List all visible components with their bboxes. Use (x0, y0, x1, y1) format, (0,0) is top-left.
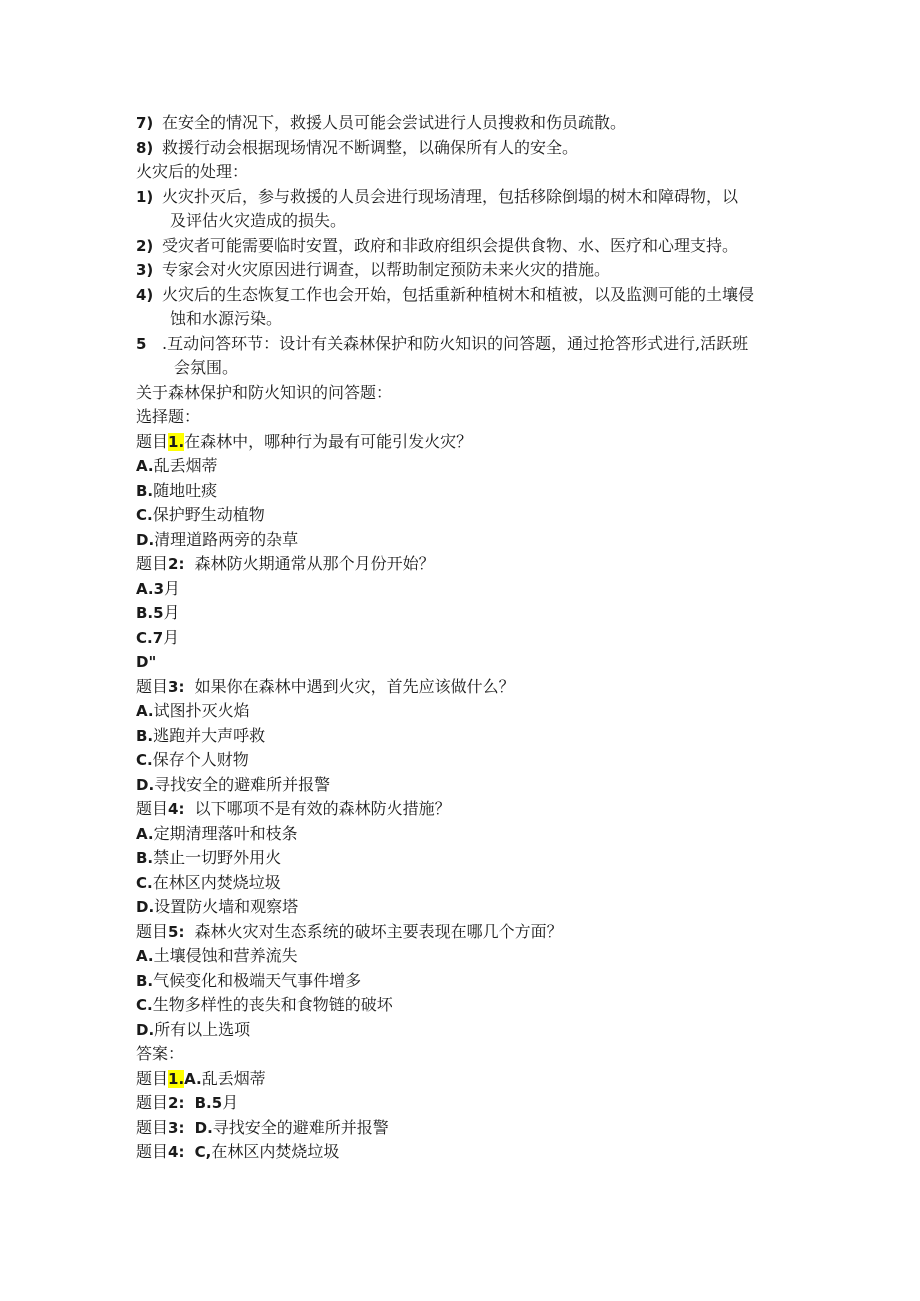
answer-row (136, 1067, 806, 1092)
option-text: 月 (164, 578, 181, 598)
option-letter: D. (136, 530, 155, 549)
option-letter: A.3 (136, 579, 165, 598)
answer-option (136, 969, 806, 994)
option-text: 定期清理落叶和枝条 (153, 823, 298, 843)
question-prefix: 题目 (136, 431, 169, 451)
option-letter: C. (136, 996, 153, 1014)
question-title (136, 675, 806, 700)
list-text-line-1: 火灾扑灭后，参与救援的人员会进行现场清理，包括移除倒塌的树木和障碍物，以 (162, 186, 739, 206)
question-number: 5: (168, 922, 185, 941)
option-letter: A. (136, 824, 154, 843)
question-title (136, 797, 806, 822)
answer-text: 乱丢烟蒂 (201, 1068, 266, 1088)
answer-row (136, 1116, 806, 1141)
answer-option (136, 724, 806, 749)
option-text: 生物多样性的丧失和食物链的破坏 (152, 995, 393, 1014)
option-text: 随地吐痰 (153, 480, 218, 500)
option-letter: D. (136, 898, 155, 916)
option-text: 月 (163, 603, 180, 622)
list-number: 3) (136, 261, 154, 279)
option-text: 寻找安全的避难所并报警 (154, 774, 331, 794)
document-body (136, 111, 806, 1165)
list-number: 1) (136, 187, 154, 206)
answer-row (136, 1140, 806, 1165)
answer-option (136, 699, 806, 724)
answer-list (136, 1067, 806, 1165)
option-text: 所有以上选项 (154, 1019, 251, 1039)
answer-option (136, 846, 806, 871)
answer-text: 月 (222, 1093, 239, 1112)
list-text-line-1: .互动问答环节：设计有关森林保护和防火知识的问答题，通过抢答形式进行,活跃班 (162, 333, 749, 353)
answer-option (136, 822, 806, 847)
answer-row (136, 1091, 806, 1116)
option-letter: C. (136, 506, 153, 524)
option-letter: C.7 (136, 628, 164, 647)
list-number: 8) (136, 138, 154, 157)
option-text: 禁止一切野外用火 (153, 848, 282, 867)
list-number: 2) (136, 236, 154, 255)
list-number: 4) (136, 285, 154, 304)
answer-option (136, 1018, 806, 1043)
option-text: 气候变化和极端天气事件增多 (153, 970, 362, 990)
option-letter: D. (136, 775, 155, 794)
answer-letter: A. (184, 1069, 202, 1088)
answer-option (136, 601, 806, 626)
answer-option (136, 577, 806, 602)
question-number: 2: (168, 555, 185, 573)
option-text: 土壤侵蚀和营养流失 (153, 946, 298, 965)
option-text: 在林区内焚烧垃圾 (152, 872, 281, 892)
list-item-after-fire-3 (136, 258, 806, 283)
question-text: 森林防火期通常从那个月份开始？ (194, 554, 435, 573)
answer-option (136, 454, 806, 479)
list-item-after-fire-1 (136, 185, 806, 234)
answer-number: 3: (168, 1118, 185, 1137)
list-text: 救援行动会根据现场情况不断调整，以确保所有人的安全。 (162, 137, 579, 157)
answer-option (136, 503, 806, 528)
list-text-line-2: 蚀和水源污染。 (170, 309, 283, 328)
option-letter: D. (136, 1020, 155, 1039)
option-letter: B. (136, 849, 154, 867)
answer-text: 在林区内焚烧垃圾 (211, 1142, 340, 1161)
option-letter: D" (136, 653, 157, 671)
list-number: 7) (136, 114, 154, 132)
option-text: 乱丢烟蒂 (153, 456, 218, 475)
question-list (136, 430, 806, 1043)
list-item-after-fire-2 (136, 234, 806, 259)
answer-option (136, 944, 806, 969)
question-title (136, 552, 806, 577)
answer-prefix: 题目 (136, 1093, 169, 1112)
answer-option (136, 479, 806, 504)
option-text: 试图扑灭火焰 (153, 701, 250, 720)
question-text: 在森林中，哪种行为最有可能引发火灾？ (184, 431, 473, 451)
answer-number: 1. (168, 1069, 185, 1088)
option-text: 保护野生动植物 (152, 505, 265, 524)
question-text: 森林火灾对生态系统的破坏主要表现在哪几个方面？ (194, 921, 563, 941)
option-letter: B. (136, 481, 154, 500)
option-letter: B.5 (136, 604, 164, 622)
question-title (136, 430, 806, 455)
choice-heading: 选择题： (136, 407, 201, 426)
option-text: 清理道路两旁的杂草 (154, 529, 299, 549)
answer-option (136, 773, 806, 798)
option-letter: C. (136, 873, 153, 892)
answer-prefix: 题目 (136, 1068, 169, 1088)
question-prefix: 题目 (136, 921, 169, 941)
question-text: 以下哪项不是有效的森林防火措施？ (194, 799, 451, 818)
answer-option (136, 528, 806, 553)
question-prefix: 题目 (136, 799, 169, 818)
list-item-after-fire-4 (136, 283, 806, 332)
question-prefix: 题目 (136, 554, 169, 573)
question-text: 如果你在森林中遇到火灾，首先应该做什么？ (194, 676, 515, 696)
answer-letter: C, (194, 1143, 212, 1161)
list-text: 在安全的情况下，救援人员可能会尝试进行人员搜救和伤员疏散。 (162, 113, 627, 132)
answer-letter: D. (194, 1118, 213, 1137)
list-text-line-2: 及评估火灾造成的损失。 (170, 211, 347, 230)
question-number: 4: (168, 800, 185, 818)
list-item-interactive-quiz (136, 332, 806, 381)
answer-option (136, 895, 806, 920)
answer-prefix: 题目 (136, 1142, 169, 1161)
option-text: 设置防火墙和观察塔 (154, 897, 299, 916)
answer-option (136, 626, 806, 651)
answer-letter: B.5 (194, 1094, 223, 1112)
answer-option (136, 871, 806, 896)
option-letter: A. (136, 702, 154, 720)
list-item-rescue-8 (136, 136, 806, 161)
answer-option (136, 650, 806, 675)
option-letter: B. (136, 971, 154, 990)
option-letter: A. (136, 947, 154, 965)
list-text-line-1: 火灾后的生态恢复工作也会开始，包括重新种植树木和植被，以及监测可能的土壤侵 (162, 284, 755, 304)
list-text-line-1: 专家会对火灾原因进行调查，以帮助制定预防未来火灾的措施。 (162, 260, 611, 279)
answer-heading: 答案： (136, 1044, 185, 1063)
answer-option (136, 993, 806, 1018)
option-letter: C. (136, 751, 153, 769)
option-letter: B. (136, 726, 154, 745)
list-text-line-2: 会氛围。 (174, 358, 239, 377)
option-text: 保存个人财物 (152, 750, 249, 769)
option-text: 逃跑并大声呼救 (153, 725, 266, 745)
answer-number: 2: (168, 1094, 185, 1112)
answer-number: 4: (168, 1143, 185, 1161)
option-letter: A. (136, 457, 154, 475)
answer-prefix: 题目 (136, 1117, 169, 1137)
list-text-line-1: 受灾者可能需要临时安置，政府和非政府组织会提供食物、水、医疗和心理支持。 (162, 235, 739, 255)
question-number: 3: (168, 677, 185, 696)
quiz-heading: 关于森林保护和防火知识的问答题： (136, 382, 393, 402)
answer-option (136, 748, 806, 773)
answer-text: 寻找安全的避难所并报警 (212, 1117, 389, 1137)
question-number: 1. (168, 432, 185, 451)
question-title (136, 920, 806, 945)
list-number: 5 (136, 334, 147, 353)
option-text: 月 (163, 627, 180, 647)
list-item-rescue-7 (136, 111, 806, 136)
question-prefix: 题目 (136, 676, 169, 696)
section-heading-after-fire: 火灾后的处理： (136, 162, 249, 181)
